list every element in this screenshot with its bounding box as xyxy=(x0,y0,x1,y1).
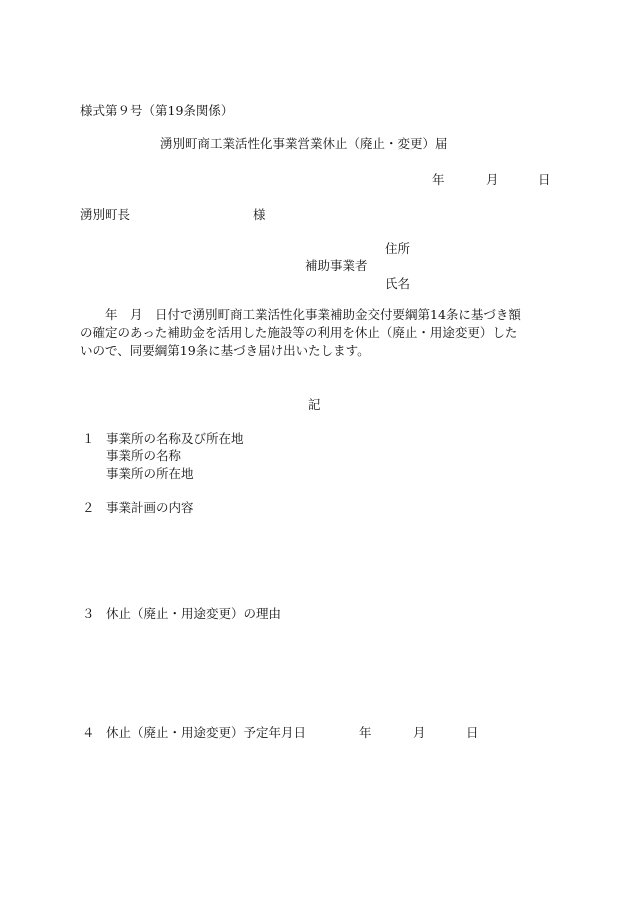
item-number: ３ xyxy=(82,606,95,621)
form-number: 様式第９号（第19条関係） xyxy=(80,103,234,118)
item-heading: 休止（廃止・用途変更）の理由 xyxy=(106,606,282,621)
body-line: 年 月 日付で湧別町商工業活性化事業補助金交付要綱第14条に基づき額 xyxy=(80,307,521,322)
ki-heading: 記 xyxy=(308,397,321,412)
item-heading: 事業計画の内容 xyxy=(106,500,194,515)
addressee-name: 湧別町長 xyxy=(80,207,131,222)
planned-date-day-label: 日 xyxy=(466,725,479,740)
item-heading: 休止（廃止・用途変更）予定年月日 xyxy=(106,725,307,740)
applicant-role-label: 補助事業者 xyxy=(305,258,368,273)
body-line: いので、同要綱第19条に基づき届け出いたします。 xyxy=(80,342,370,358)
item-number: ２ xyxy=(82,500,95,515)
planned-date-month-label: 月 xyxy=(413,725,426,740)
date-day-label: 日 xyxy=(538,172,551,187)
applicant-address-label: 住所 xyxy=(385,241,411,256)
item-number: ４ xyxy=(82,725,95,740)
applicant-name-label: 氏名 xyxy=(385,276,411,291)
date-year-label: 年 xyxy=(432,172,445,187)
item-subheading: 事業所の名称 xyxy=(106,448,182,463)
body-line: の確定のあった補助金を活用した施設等の利用を休止（廃止・用途変更）した xyxy=(80,324,518,340)
item-heading: 事業所の名称及び所在地 xyxy=(106,431,244,446)
date-month-label: 月 xyxy=(486,172,499,187)
document-title: 湧別町商工業活性化事業営業休止（廃止・変更）届 xyxy=(160,136,448,151)
item-number: １ xyxy=(82,431,95,446)
planned-date-year-label: 年 xyxy=(359,725,372,740)
item-subheading: 事業所の所在地 xyxy=(106,466,194,481)
addressee-honorific: 様 xyxy=(253,207,266,222)
body-paragraph xyxy=(80,306,554,359)
